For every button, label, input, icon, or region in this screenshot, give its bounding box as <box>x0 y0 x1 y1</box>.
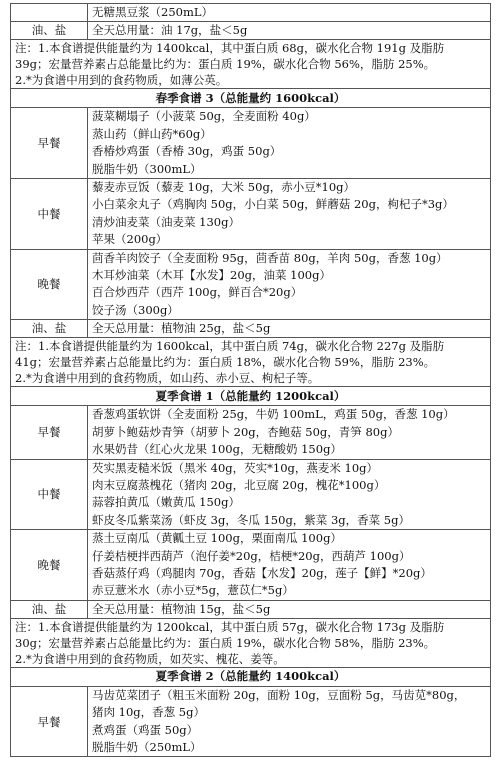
note-line: 39g；宏量营养素占总能量比约为：蛋白质 19%，碳水化合物 56%，脂肪 25%。 <box>15 57 436 72</box>
meal-label: 晚餐 <box>11 530 88 601</box>
meal-label-empty <box>11 4 88 22</box>
recipe-title-row <box>11 667 491 686</box>
dish-cell <box>88 108 491 179</box>
meal-row-breakfast <box>11 108 491 179</box>
dish-item: 小白菜汆丸子（鸡胸肉 50g，小白菜 50g，鲜蘑菇 20g，枸杞子*3g） <box>92 197 454 212</box>
oil-salt-text: 全天总用量：植物油 15g，盐＜5g <box>88 600 491 618</box>
dish-item: 猪肉 10g，香葱 5g） <box>92 705 205 720</box>
dish-item: 虾皮冬瓜紫菜汤（虾皮 3g，冬瓜 150g，紫菜 3g，香菜 5g） <box>92 512 410 527</box>
recipe-title: 春季食谱 3（总能量约 1600kcal） <box>11 89 491 108</box>
dish-item: 藜麦赤豆饭（藜麦 10g，大米 50g，赤小豆*10g） <box>92 180 356 195</box>
note-line: 41g；宏量营养素占总能量比约为：蛋白质 18%，碳水化合物 59%，脂肪 23%。 <box>15 355 436 370</box>
dish-item: 胡萝卜鲍菇炒青笋（胡萝卜 20g，杏鲍菇 50g，青笋 80g） <box>92 424 399 439</box>
oil-salt-text: 全天总用量：油 17g，盐＜5g <box>88 22 491 40</box>
dish-item: 茴香羊肉饺子（全麦面粉 95g，茴香苗 80g，羊肉 50g，香葱 10g） <box>92 250 448 265</box>
meal-label: 中餐 <box>11 179 88 250</box>
oil-salt-row <box>11 320 491 338</box>
meal-row-lunch <box>11 459 491 530</box>
dish-cell <box>88 249 491 320</box>
note-line: 注：1.本食谱提供能量约为 1600kcal，其中蛋白质 74g，碳水化合物 227g 及脂肪 <box>15 339 445 354</box>
oil-salt-label: 油、盐 <box>11 600 88 618</box>
oil-salt-row <box>11 22 491 40</box>
meal-label: 早餐 <box>11 406 88 459</box>
note-line: 注：1.本食谱提供能量约为 1200kcal，其中蛋白质 57g，碳水化合物 173g 及脂肪 <box>15 619 445 634</box>
dish-item: 无糖黑豆浆（250mL） <box>92 5 213 19</box>
dish-cell <box>88 530 491 601</box>
dish-item: 赤豆薏米水（赤小豆*5g，薏苡仁*5g） <box>92 583 294 598</box>
note-cell <box>11 338 491 387</box>
dish-cell <box>88 179 491 250</box>
dish-item: 水果奶昔（红心火龙果 100g，无糖酸奶 150g） <box>92 442 342 457</box>
dish-item: 菠菜糊塌子（小菠菜 50g，全麦面粉 40g） <box>92 109 316 124</box>
dish-item: 饺子汤（300g） <box>92 302 179 317</box>
note-row <box>11 618 491 667</box>
dish-item: 马齿苋菜团子（粗玉米面粉 20g，面粉 10g，豆面粉 5g，马齿苋*80g， <box>92 687 466 702</box>
meal-row-dinner <box>11 530 491 601</box>
dish-cell <box>88 406 491 459</box>
meal-label: 晚餐 <box>11 249 88 320</box>
table-row <box>11 4 491 22</box>
note-cell <box>11 40 491 89</box>
oil-salt-label: 油、盐 <box>11 320 88 338</box>
dish-item: 蒸土豆南瓜（黄瓤土豆 100g，栗面南瓜 100g） <box>92 531 342 546</box>
dish-item: 仔姜桔梗拌西葫芦（泡仔姜*20g，桔梗*20g，西葫芦 100g） <box>92 548 411 563</box>
dish-item: 蒸山药（鲜山药*60g） <box>92 126 212 141</box>
note-row <box>11 40 491 89</box>
note-line: 30g；宏量营养素占总能量比约为：蛋白质 19%，碳水化合物 58%，脂肪 23%。 <box>15 635 436 650</box>
dish-item: 苹果（200g） <box>92 232 168 247</box>
meal-label: 早餐 <box>11 686 88 757</box>
meal-label: 中餐 <box>11 459 88 530</box>
note-row <box>11 338 491 387</box>
meal-label: 早餐 <box>11 108 88 179</box>
dish-item: 蒜蓉拍黄瓜（嫩黄瓜 150g） <box>92 495 240 510</box>
meal-row-lunch <box>11 179 491 250</box>
dish-item: 香椿炒鸡蛋（香椿 30g，鸡蛋 50g） <box>92 144 282 159</box>
meal-row-breakfast <box>11 686 491 757</box>
dish-cell <box>88 4 491 22</box>
recipe-table <box>10 3 491 757</box>
note-line: 注：1.本食谱提供能量约为 1400kcal，其中蛋白质 68g，碳水化合物 191g 及脂肪 <box>15 41 445 56</box>
note-line: 2.*为食谱中用到的食药物质，如芡实、槐花、姜等。 <box>15 651 285 666</box>
recipe-title: 夏季食谱 2（总能量约 1400kcal） <box>11 667 491 686</box>
dish-item: 脱脂牛奶（250mL） <box>92 739 202 754</box>
recipe-title-row <box>11 89 491 108</box>
dish-item: 木耳炒油菜（木耳【水发】20g，油菜 100g） <box>92 268 331 283</box>
note-cell <box>11 618 491 667</box>
meal-row-breakfast <box>11 406 491 459</box>
dish-item: 香葱鸡蛋软饼（全麦面粉 25g，牛奶 100mL，鸡蛋 50g，香葱 10g） <box>92 407 455 422</box>
oil-salt-label: 油、盐 <box>11 22 88 40</box>
dish-item: 煮鸡蛋（鸡蛋 50g） <box>92 722 199 737</box>
dish-cell <box>88 686 491 757</box>
dish-item: 清炒油麦菜（油麦菜 130g） <box>92 214 240 229</box>
meal-row-dinner <box>11 249 491 320</box>
recipe-title: 夏季食谱 1（总能量约 1200kcal） <box>11 387 491 406</box>
oil-salt-text: 全天总用量：植物油 25g，盐＜5g <box>88 320 491 338</box>
recipe-title-row <box>11 387 491 406</box>
note-line: 2.*为食谱中用到的食药物质，如薄公英。 <box>15 73 228 88</box>
dish-item: 香菇蒸仔鸡（鸡腿肉 70g，香菇【水发】20g，莲子【鲜】*20g） <box>92 565 432 580</box>
dish-item: 肉末豆腐蒸槐花（猪肉 20g，北豆腐 20g，槐花*100g） <box>92 477 386 492</box>
dish-item: 百合炒西芹（西芹 100g，鲜百合*20g） <box>92 285 303 300</box>
note-line: 2.*为食谱中用到的食药物质，如山药、赤小豆、枸杞子等。 <box>15 371 320 386</box>
dish-item: 脱脂牛奶（300mL） <box>92 161 202 176</box>
dish-cell <box>88 459 491 530</box>
oil-salt-row <box>11 600 491 618</box>
dish-item: 芡实黑麦糙米饭（黑米 40g，芡实*10g，燕麦米 10g） <box>92 460 379 475</box>
